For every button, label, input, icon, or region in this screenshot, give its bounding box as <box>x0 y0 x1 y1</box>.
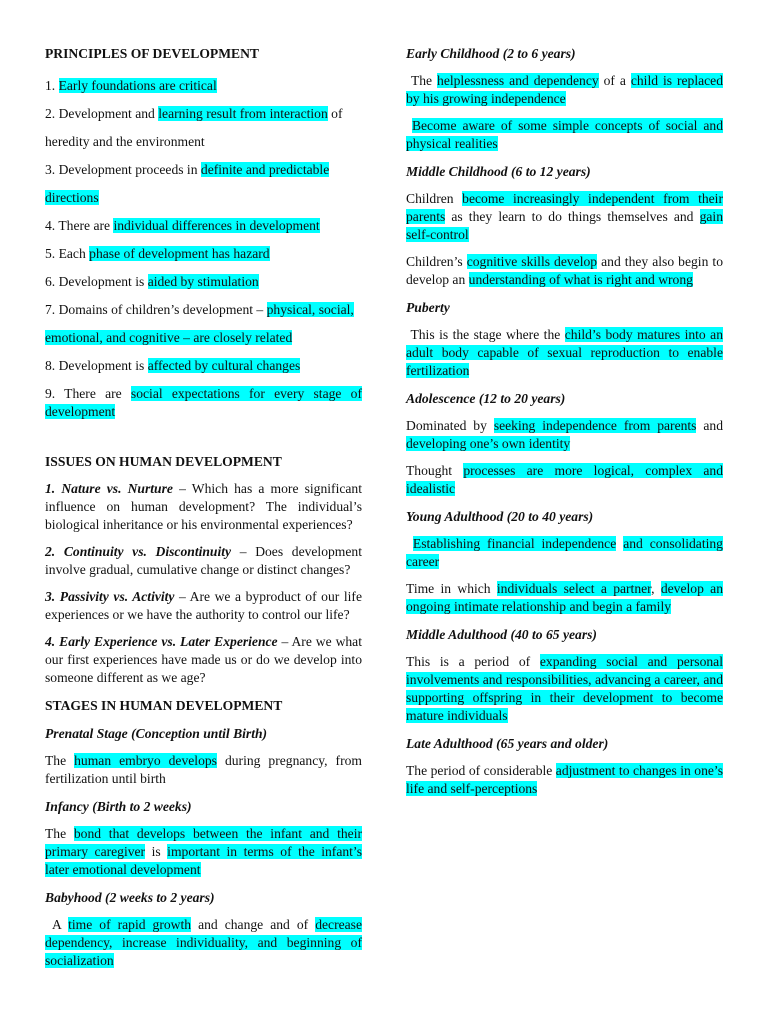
stage-title-middle-adulthood: Middle Adulthood (40 to 65 years) <box>406 627 597 642</box>
issue-3: 3. Passivity vs. Activity – Are we a byproduct of our life experiences or we have the authority to control our life? <box>45 589 362 622</box>
issue-4: 4. Early Experience vs. Later Experience – Are we what our first experiences have made us or do we develop into someone different as we age? <box>45 634 362 685</box>
stage-title-middle-childhood: Middle Childhood (6 to 12 years) <box>406 164 591 179</box>
principle-7-cont: emotional, and cognitive – are closely related <box>45 330 293 345</box>
right-column <box>406 44 723 807</box>
principle-3: 3. Development proceeds in definite and predictable <box>45 162 330 177</box>
principle-1: 1. Early foundations are critical <box>45 78 217 93</box>
principle-4: 4. There are individual differences in development <box>45 218 320 233</box>
principle-7: 7. Domains of children’s development – physical, social, <box>45 302 354 317</box>
stage-title-babyhood: Babyhood (2 weeks to 2 years) <box>45 890 215 905</box>
stage-title-adolescence: Adolescence (12 to 20 years) <box>406 391 566 406</box>
stage-text-middle-childhood-2: Children’s cognitive skills develop and they also begin to develop an understanding of what is right and wrong <box>406 254 723 287</box>
stage-text-adolescence-1: Dominated by seeking independence from parents and developing one’s own identity <box>406 418 724 451</box>
principles-heading: PRINCIPLES OF DEVELOPMENT <box>45 46 259 61</box>
stage-text-middle-childhood-1: Children become increasingly independent from their parents as they learn to do things themselves and gain self-control <box>406 191 723 242</box>
stage-text-late-adulthood: The period of considerable adjustment to changes in one’s life and self-perceptions <box>406 763 723 796</box>
stage-title-young-adulthood: Young Adulthood (20 to 40 years) <box>406 509 594 524</box>
stage-text-early-childhood-1: The helplessness and dependency of a child is replaced by his growing independence <box>406 73 724 106</box>
stage-text-puberty: This is the stage where the child’s body matures into an adult body capable of sexual reproduction to enable fertilization <box>406 327 723 378</box>
principle-2-cont: heredity and the environment <box>45 134 205 149</box>
issue-1: 1. Nature vs. Nurture – Which has a more significant influence on human development? The individual’s biological inheritance or his environmental experiences? <box>45 481 362 532</box>
stage-text-prenatal: The human embryo develops during pregnancy, from fertilization until birth <box>45 753 362 786</box>
principle-8: 8. Development is affected by cultural changes <box>45 358 301 373</box>
stage-title-early-childhood: Early Childhood (2 to 6 years) <box>406 46 576 61</box>
issues-heading: ISSUES ON HUMAN DEVELOPMENT <box>45 454 282 469</box>
principle-2: 2. Development and learning result from interaction of <box>45 106 343 121</box>
principle-5: 5. Each phase of development has hazard <box>45 246 270 261</box>
stage-title-puberty: Puberty <box>406 300 450 315</box>
stage-text-middle-adulthood: This is a period of expanding social and personal involvements and responsibilities, advancing a career, and supporting offspring in their development to become mature individuals <box>406 654 723 723</box>
stage-text-young-adulthood-2: Time in which individuals select a partner, develop an ongoing intimate relationship and begin a family <box>406 581 724 614</box>
stage-title-prenatal: Prenatal Stage (Conception until Birth) <box>45 726 268 741</box>
stage-text-adolescence-2: Thought processes are more logical, complex and idealistic <box>406 463 723 496</box>
stage-title-infancy: Infancy (Birth to 2 weeks) <box>45 799 192 814</box>
issue-2: 2. Continuity vs. Discontinuity – Does development involve gradual, cumulative change or distinct changes? <box>45 544 362 577</box>
stage-title-late-adulthood: Late Adulthood (65 years and older) <box>406 736 609 751</box>
stage-text-young-adulthood-1: Establishing financial independence and consolidating career <box>406 536 723 569</box>
left-column <box>45 44 362 979</box>
stage-text-infancy: The bond that develops between the infant and their primary caregiver is important in terms of the infant’s later emotional development <box>45 826 362 877</box>
principle-3-cont: directions <box>45 190 99 205</box>
principle-6: 6. Development is aided by stimulation <box>45 274 259 289</box>
stages-heading: STAGES IN HUMAN DEVELOPMENT <box>45 698 283 713</box>
principle-9: 9. There are social expectations for every stage of development <box>45 386 362 419</box>
stage-text-babyhood: A time of rapid growth and change and of decrease dependency, increase individuality, and beginning of socialization <box>45 917 362 968</box>
stage-text-early-childhood-2: Become aware of some simple concepts of social and physical realities <box>406 118 723 151</box>
